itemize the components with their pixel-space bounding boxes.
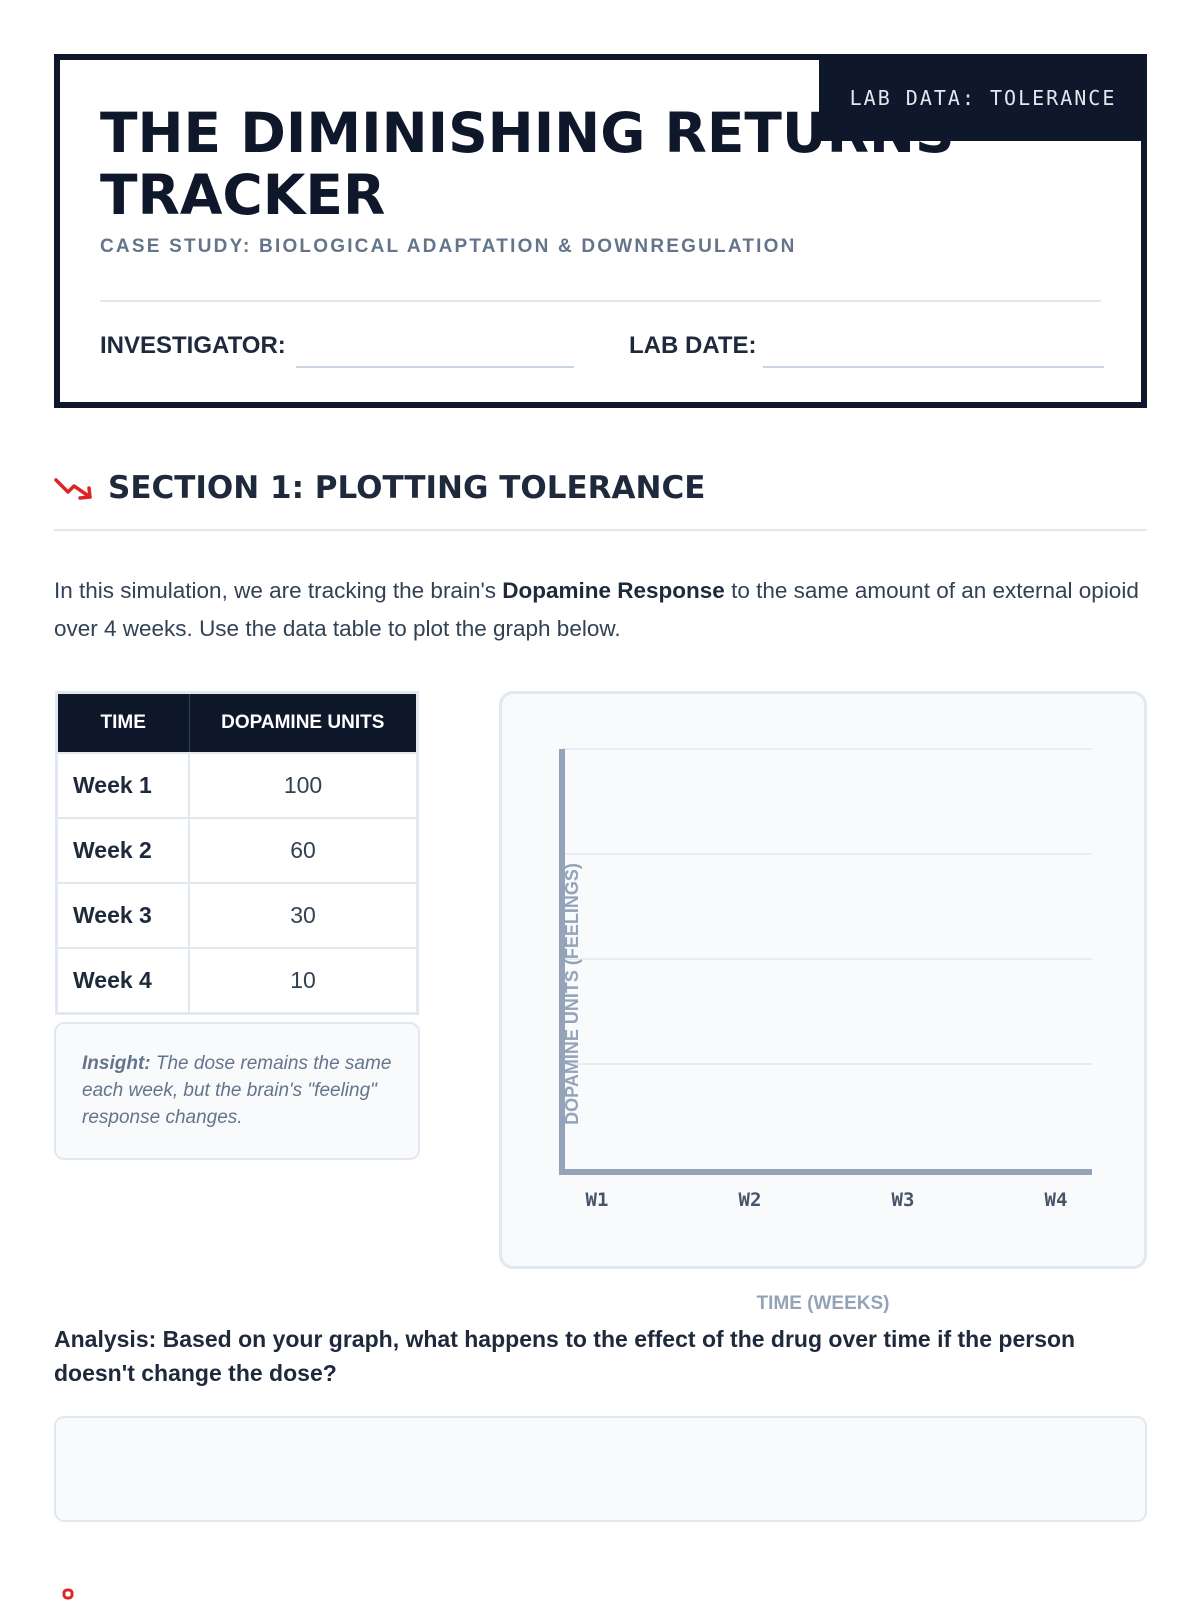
column-header-time: TIME: [57, 693, 190, 754]
x-tick-label: W1: [585, 1189, 609, 1211]
row-time: Week 2: [57, 818, 190, 883]
table-header-row: [57, 693, 418, 754]
column-header-dopamine: DOPAMINE UNITS: [189, 693, 418, 754]
table-row: [57, 883, 418, 948]
title-line-2: TRACKER: [100, 163, 386, 227]
header-divider: [100, 300, 1101, 302]
intro-text-end: to the same amount of an external opioid over 4 weeks. Use the data table to plot the graph below.: [54, 578, 1139, 641]
x-tick-label: W3: [891, 1189, 915, 1211]
row-time: Week 4: [57, 948, 190, 1014]
chart-plot[interactable]: [502, 694, 1150, 1272]
table-row: [57, 753, 418, 818]
lab-data-badge: LAB DATA: TOLERANCE: [819, 54, 1147, 141]
row-time: Week 3: [57, 883, 190, 948]
lab-date-field[interactable]: [763, 366, 1104, 368]
page-title: [100, 102, 1100, 226]
analysis-answer-input[interactable]: [54, 1416, 1147, 1522]
investigator-label: INVESTIGATOR:: [100, 332, 286, 359]
y-axis-title: DOPAMINE UNITS (FEELINGS): [562, 863, 582, 1125]
title-line-1: THE DIMINISHING RETURNS: [100, 101, 955, 165]
intro-emphasis: Dopamine Response: [502, 578, 725, 603]
section-divider: [54, 529, 1147, 531]
insight-text: The dose remains the same each week, but the brain's "feeling" response changes.: [82, 1053, 392, 1128]
analysis-question: Analysis: Based on your graph, what happens to the effect of the drug over time if the person doesn't change the dose?: [54, 1326, 1076, 1386]
row-time: Week 1: [57, 753, 190, 818]
trending-down-icon: [54, 475, 94, 501]
table-row: [57, 818, 418, 883]
graph-area[interactable]: [499, 691, 1147, 1269]
investigator-field[interactable]: [296, 366, 574, 368]
insight-label: Insight:: [82, 1053, 151, 1074]
intro-paragraph: [54, 572, 1147, 648]
x-tick-label: W4: [1044, 1189, 1068, 1211]
page-subtitle: CASE STUDY: BIOLOGICAL ADAPTATION & DOWNREGULATION: [100, 236, 797, 257]
insight-callout: [54, 1022, 420, 1160]
intro-text-start: In this simulation, we are tracking the brain's: [54, 578, 503, 603]
dopamine-data-table: [55, 691, 419, 1015]
x-axis-title: TIME (WEEKS): [756, 1293, 890, 1314]
row-value: 100: [189, 753, 418, 818]
row-value: 10: [189, 948, 418, 1014]
section-1-heading: [54, 470, 705, 506]
x-tick-label: W2: [738, 1189, 762, 1211]
worksheet-header: [54, 54, 1147, 408]
section-1-title: SECTION 1: PLOTTING TOLERANCE: [108, 470, 706, 506]
lab-date-label: LAB DATE:: [629, 332, 757, 359]
row-value: 30: [189, 883, 418, 948]
row-value: 60: [189, 818, 418, 883]
table-row: [57, 948, 418, 1014]
